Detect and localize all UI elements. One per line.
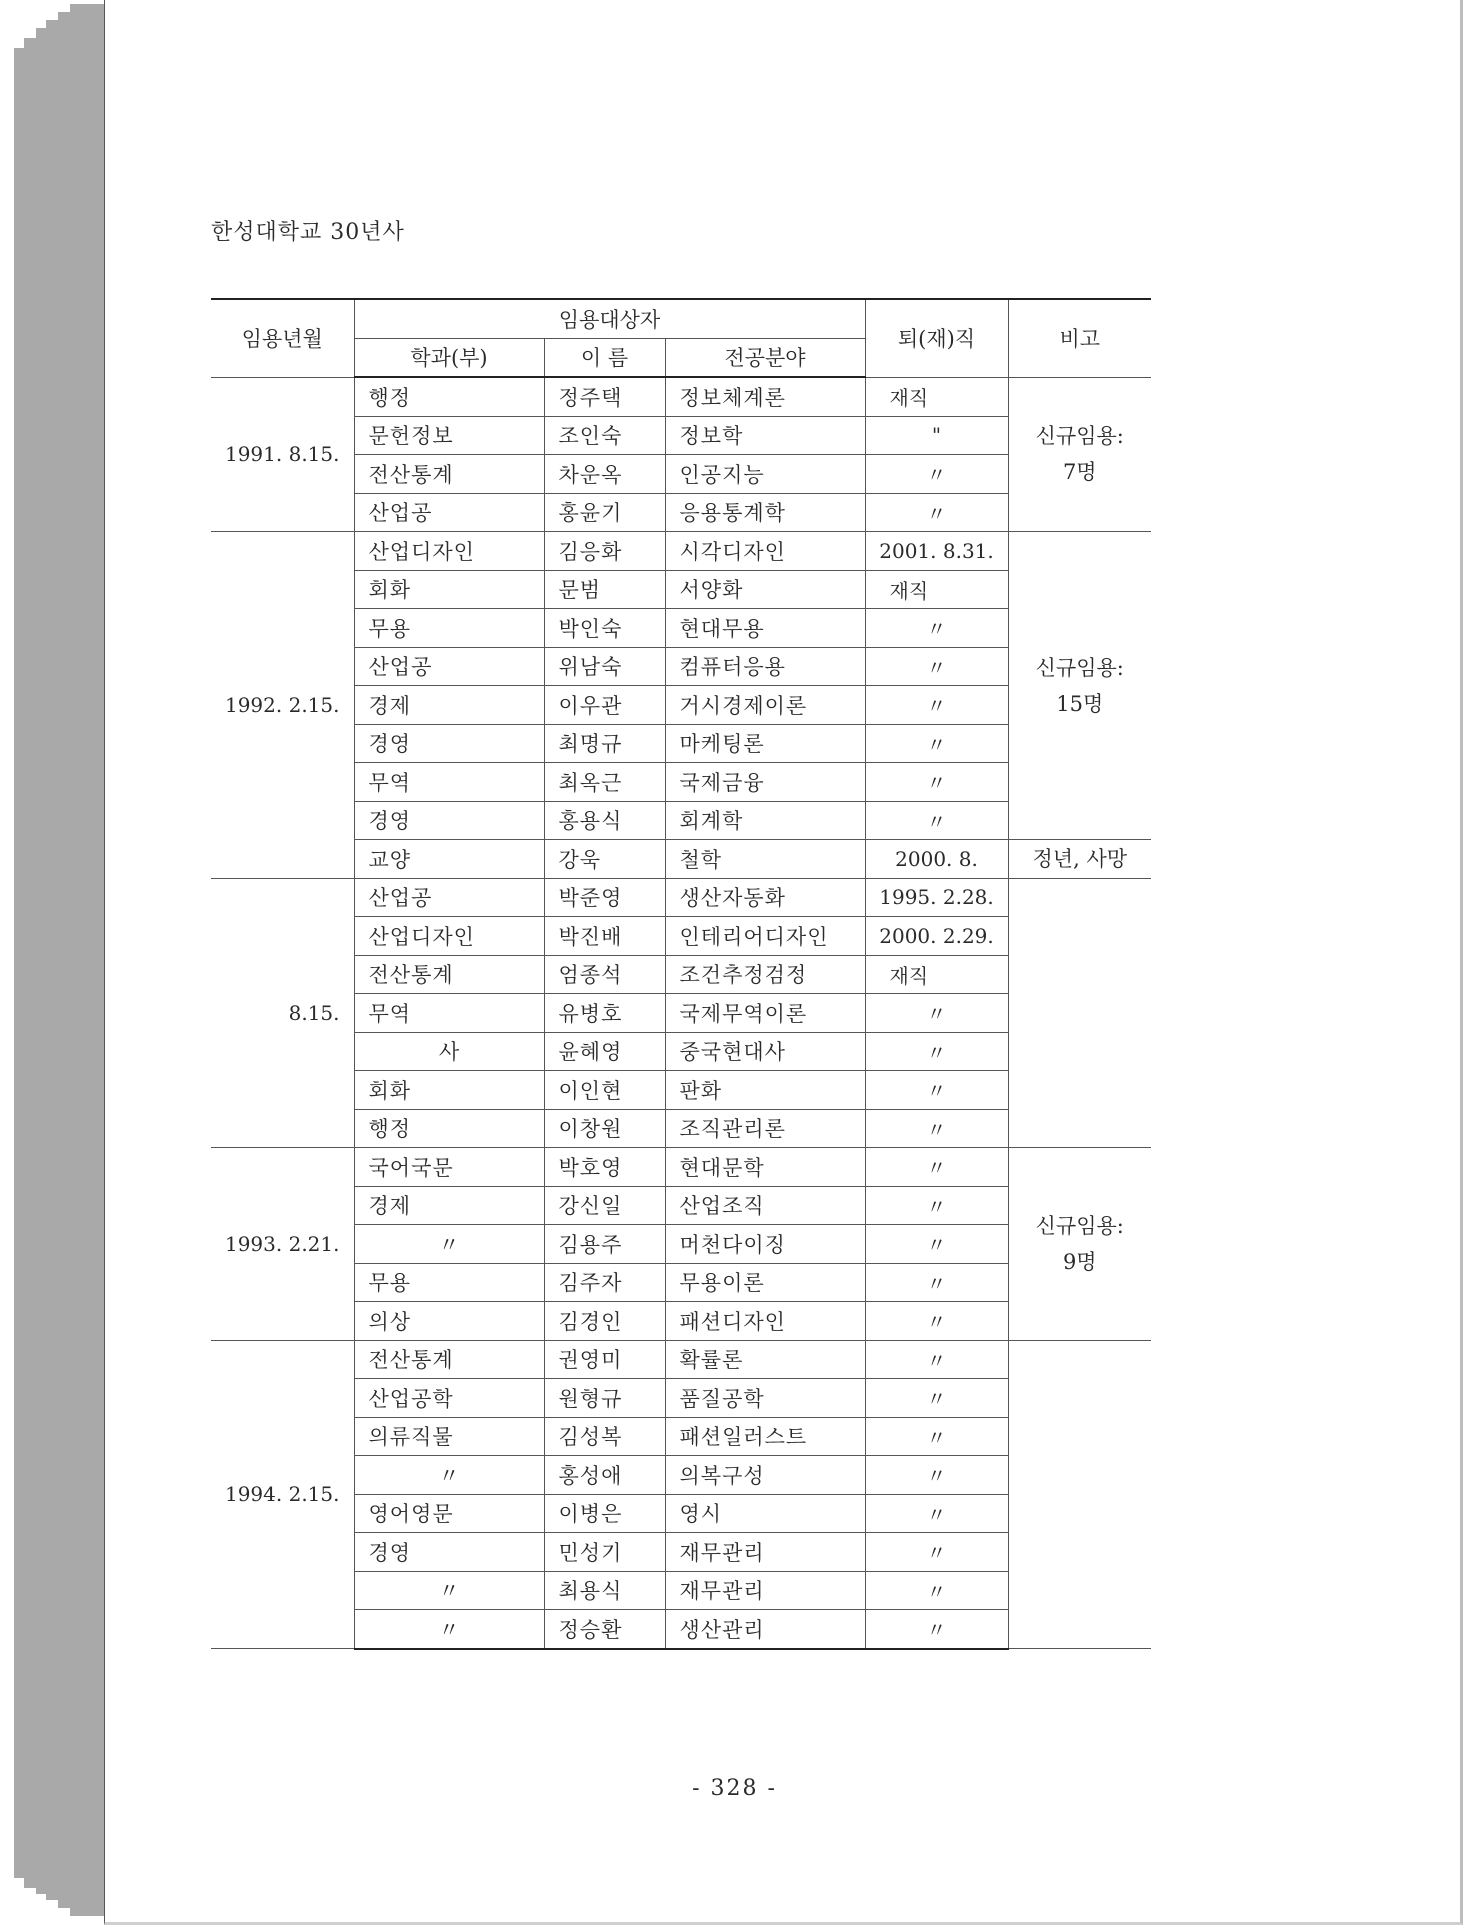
status-cell: 〃 — [865, 763, 1008, 802]
dept-cell: 경제 — [354, 686, 544, 725]
appointment-date: 1991. 8.15. — [211, 377, 354, 532]
name-cell: 원형규 — [544, 1379, 665, 1418]
dept-cell: 회화 — [354, 1071, 544, 1110]
dept-cell: 전산통계 — [354, 455, 544, 494]
dept-cell: 의상 — [354, 1302, 544, 1341]
appointment-date: 8.15. — [211, 878, 354, 1148]
name-cell: 윤혜영 — [544, 1032, 665, 1071]
major-cell: 재무관리 — [665, 1533, 865, 1572]
status-cell: 재직 — [865, 377, 1008, 416]
name-cell: 이창원 — [544, 1109, 665, 1148]
dept-cell: 산업공 — [354, 878, 544, 917]
status-cell: 〃 — [865, 1302, 1008, 1341]
status-cell: 〃 — [865, 1340, 1008, 1379]
row-note-cell: 정년, 사망 — [1008, 840, 1151, 879]
status-cell: 〃 — [865, 493, 1008, 532]
major-cell: 현대무용 — [665, 609, 865, 648]
group-note-cell — [1008, 1340, 1151, 1649]
status-cell: " — [865, 416, 1008, 455]
status-cell: 〃 — [865, 609, 1008, 648]
major-cell: 재무관리 — [665, 1571, 865, 1610]
name-cell: 강신일 — [544, 1186, 665, 1225]
dept-cell: 산업공 — [354, 493, 544, 532]
appointment-date: 1993. 2.21. — [211, 1148, 354, 1341]
status-cell: 〃 — [865, 801, 1008, 840]
name-cell: 최명규 — [544, 724, 665, 763]
status-cell: 〃 — [865, 1225, 1008, 1264]
dept-cell: 행정 — [354, 1109, 544, 1148]
major-cell: 컴퓨터응용 — [665, 647, 865, 686]
name-cell: 박진배 — [544, 917, 665, 956]
header-dept: 학과(부) — [354, 338, 544, 377]
group-note-cell: 신규임용: 7명 — [1008, 377, 1151, 532]
major-cell: 인공지능 — [665, 455, 865, 494]
name-cell: 권영미 — [544, 1340, 665, 1379]
status-cell: 〃 — [865, 1109, 1008, 1148]
name-cell: 민성기 — [544, 1533, 665, 1572]
page-number: - 328 - — [692, 1776, 777, 1801]
major-cell: 마케팅론 — [665, 724, 865, 763]
dept-cell: 경영 — [354, 1533, 544, 1572]
name-cell: 이병은 — [544, 1494, 665, 1533]
book-page-edges — [0, 0, 110, 1926]
name-cell: 문범 — [544, 570, 665, 609]
name-cell: 이인현 — [544, 1071, 665, 1110]
appointment-table — [211, 298, 1151, 1650]
dept-cell: 산업디자인 — [354, 917, 544, 956]
status-cell: 〃 — [865, 1456, 1008, 1495]
major-cell: 패션일러스트 — [665, 1417, 865, 1456]
dept-cell: 〃 — [354, 1225, 544, 1264]
major-cell: 정보학 — [665, 416, 865, 455]
name-cell: 강욱 — [544, 840, 665, 879]
status-cell: 〃 — [865, 1071, 1008, 1110]
running-header: 한성대학교 30년사 — [211, 220, 405, 245]
dept-cell: 영어영문 — [354, 1494, 544, 1533]
name-cell: 유병호 — [544, 994, 665, 1033]
major-cell: 생산자동화 — [665, 878, 865, 917]
header-major: 전공분야 — [665, 338, 865, 377]
name-cell: 최용식 — [544, 1571, 665, 1610]
dept-cell: 산업디자인 — [354, 532, 544, 571]
status-cell: 1995. 2.28. — [865, 878, 1008, 917]
dept-cell: 회화 — [354, 570, 544, 609]
major-cell: 품질공학 — [665, 1379, 865, 1418]
name-cell: 김주자 — [544, 1263, 665, 1302]
major-cell: 판화 — [665, 1071, 865, 1110]
name-cell: 박인숙 — [544, 609, 665, 648]
table-row — [211, 532, 1151, 571]
name-cell: 차운옥 — [544, 455, 665, 494]
dept-cell: 무역 — [354, 994, 544, 1033]
status-cell: 2000. 2.29. — [865, 917, 1008, 956]
dept-cell: 경영 — [354, 724, 544, 763]
status-cell: 〃 — [865, 1571, 1008, 1610]
major-cell: 머천다이징 — [665, 1225, 865, 1264]
table-row — [211, 377, 1151, 416]
status-cell: 〃 — [865, 994, 1008, 1033]
major-cell: 조건추정검정 — [665, 955, 865, 994]
name-cell: 김용주 — [544, 1225, 665, 1264]
dept-cell: 행정 — [354, 377, 544, 416]
dept-cell: 경영 — [354, 801, 544, 840]
dept-cell: 〃 — [354, 1456, 544, 1495]
dept-cell: 산업공 — [354, 647, 544, 686]
dept-cell: 경제 — [354, 1186, 544, 1225]
status-cell: 재직 — [865, 570, 1008, 609]
major-cell: 국제무역이론 — [665, 994, 865, 1033]
name-cell: 최옥근 — [544, 763, 665, 802]
major-cell: 거시경제이론 — [665, 686, 865, 725]
table-row — [211, 1340, 1151, 1379]
appointment-date: 1992. 2.15. — [211, 532, 354, 879]
major-cell: 무용이론 — [665, 1263, 865, 1302]
group-note-cell: 신규임용: 15명 — [1008, 532, 1151, 840]
dept-cell: 문헌정보 — [354, 416, 544, 455]
major-cell: 의복구성 — [665, 1456, 865, 1495]
name-cell: 정승환 — [544, 1610, 665, 1649]
dept-cell: 교양 — [354, 840, 544, 879]
major-cell: 확률론 — [665, 1340, 865, 1379]
major-cell: 생산관리 — [665, 1610, 865, 1649]
status-cell: 〃 — [865, 1417, 1008, 1456]
major-cell: 시각디자인 — [665, 532, 865, 571]
status-cell: 〃 — [865, 1148, 1008, 1187]
major-cell: 중국현대사 — [665, 1032, 865, 1071]
status-cell: 〃 — [865, 724, 1008, 763]
major-cell: 산업조직 — [665, 1186, 865, 1225]
name-cell: 홍용식 — [544, 801, 665, 840]
table-row — [211, 1148, 1151, 1187]
dept-cell: 무용 — [354, 609, 544, 648]
name-cell: 정주택 — [544, 377, 665, 416]
header-year: 임용년월 — [211, 299, 354, 377]
name-cell: 엄종석 — [544, 955, 665, 994]
status-cell: 〃 — [865, 1032, 1008, 1071]
name-cell: 홍성애 — [544, 1456, 665, 1495]
name-cell: 박호영 — [544, 1148, 665, 1187]
major-cell: 회계학 — [665, 801, 865, 840]
header-status: 퇴(재)직 — [865, 299, 1008, 377]
status-cell: 2001. 8.31. — [865, 532, 1008, 571]
status-cell: 〃 — [865, 1533, 1008, 1572]
dept-cell: 산업공학 — [354, 1379, 544, 1418]
major-cell: 현대문학 — [665, 1148, 865, 1187]
status-cell: 〃 — [865, 1186, 1008, 1225]
dept-cell: 사 — [354, 1032, 544, 1071]
status-cell: 〃 — [865, 1263, 1008, 1302]
status-cell: 〃 — [865, 1610, 1008, 1649]
major-cell: 응용통계학 — [665, 493, 865, 532]
major-cell: 인테리어디자인 — [665, 917, 865, 956]
status-cell: 2000. 8. — [865, 840, 1008, 879]
header-name: 이 름 — [544, 338, 665, 377]
status-cell: 〃 — [865, 1379, 1008, 1418]
name-cell: 조인숙 — [544, 416, 665, 455]
name-cell: 박준영 — [544, 878, 665, 917]
dept-cell: 의류직물 — [354, 1417, 544, 1456]
name-cell: 홍윤기 — [544, 493, 665, 532]
dept-cell: 국어국문 — [354, 1148, 544, 1187]
group-note-cell: 신규임용: 9명 — [1008, 1148, 1151, 1341]
status-cell: 〃 — [865, 686, 1008, 725]
table-row — [211, 878, 1151, 917]
table-body — [211, 377, 1151, 1649]
dept-cell: 무용 — [354, 1263, 544, 1302]
group-note-cell — [1008, 878, 1151, 1148]
dept-cell: 〃 — [354, 1571, 544, 1610]
major-cell: 조직관리론 — [665, 1109, 865, 1148]
major-cell: 정보체계론 — [665, 377, 865, 416]
name-cell: 위남숙 — [544, 647, 665, 686]
name-cell: 김성복 — [544, 1417, 665, 1456]
dept-cell: 〃 — [354, 1610, 544, 1649]
dept-cell: 전산통계 — [354, 955, 544, 994]
major-cell: 패션디자인 — [665, 1302, 865, 1341]
status-cell: 〃 — [865, 455, 1008, 494]
major-cell: 서양화 — [665, 570, 865, 609]
header-note: 비고 — [1008, 299, 1151, 377]
major-cell: 국제금융 — [665, 763, 865, 802]
name-cell: 이우관 — [544, 686, 665, 725]
name-cell: 김응화 — [544, 532, 665, 571]
dept-cell: 무역 — [354, 763, 544, 802]
status-cell: 〃 — [865, 647, 1008, 686]
major-cell: 철학 — [665, 840, 865, 879]
major-cell: 영시 — [665, 1494, 865, 1533]
appointment-date: 1994. 2.15. — [211, 1340, 354, 1649]
dept-cell: 전산통계 — [354, 1340, 544, 1379]
name-cell: 김경인 — [544, 1302, 665, 1341]
status-cell: 재직 — [865, 955, 1008, 994]
header-target: 임용대상자 — [354, 299, 865, 338]
status-cell: 〃 — [865, 1494, 1008, 1533]
